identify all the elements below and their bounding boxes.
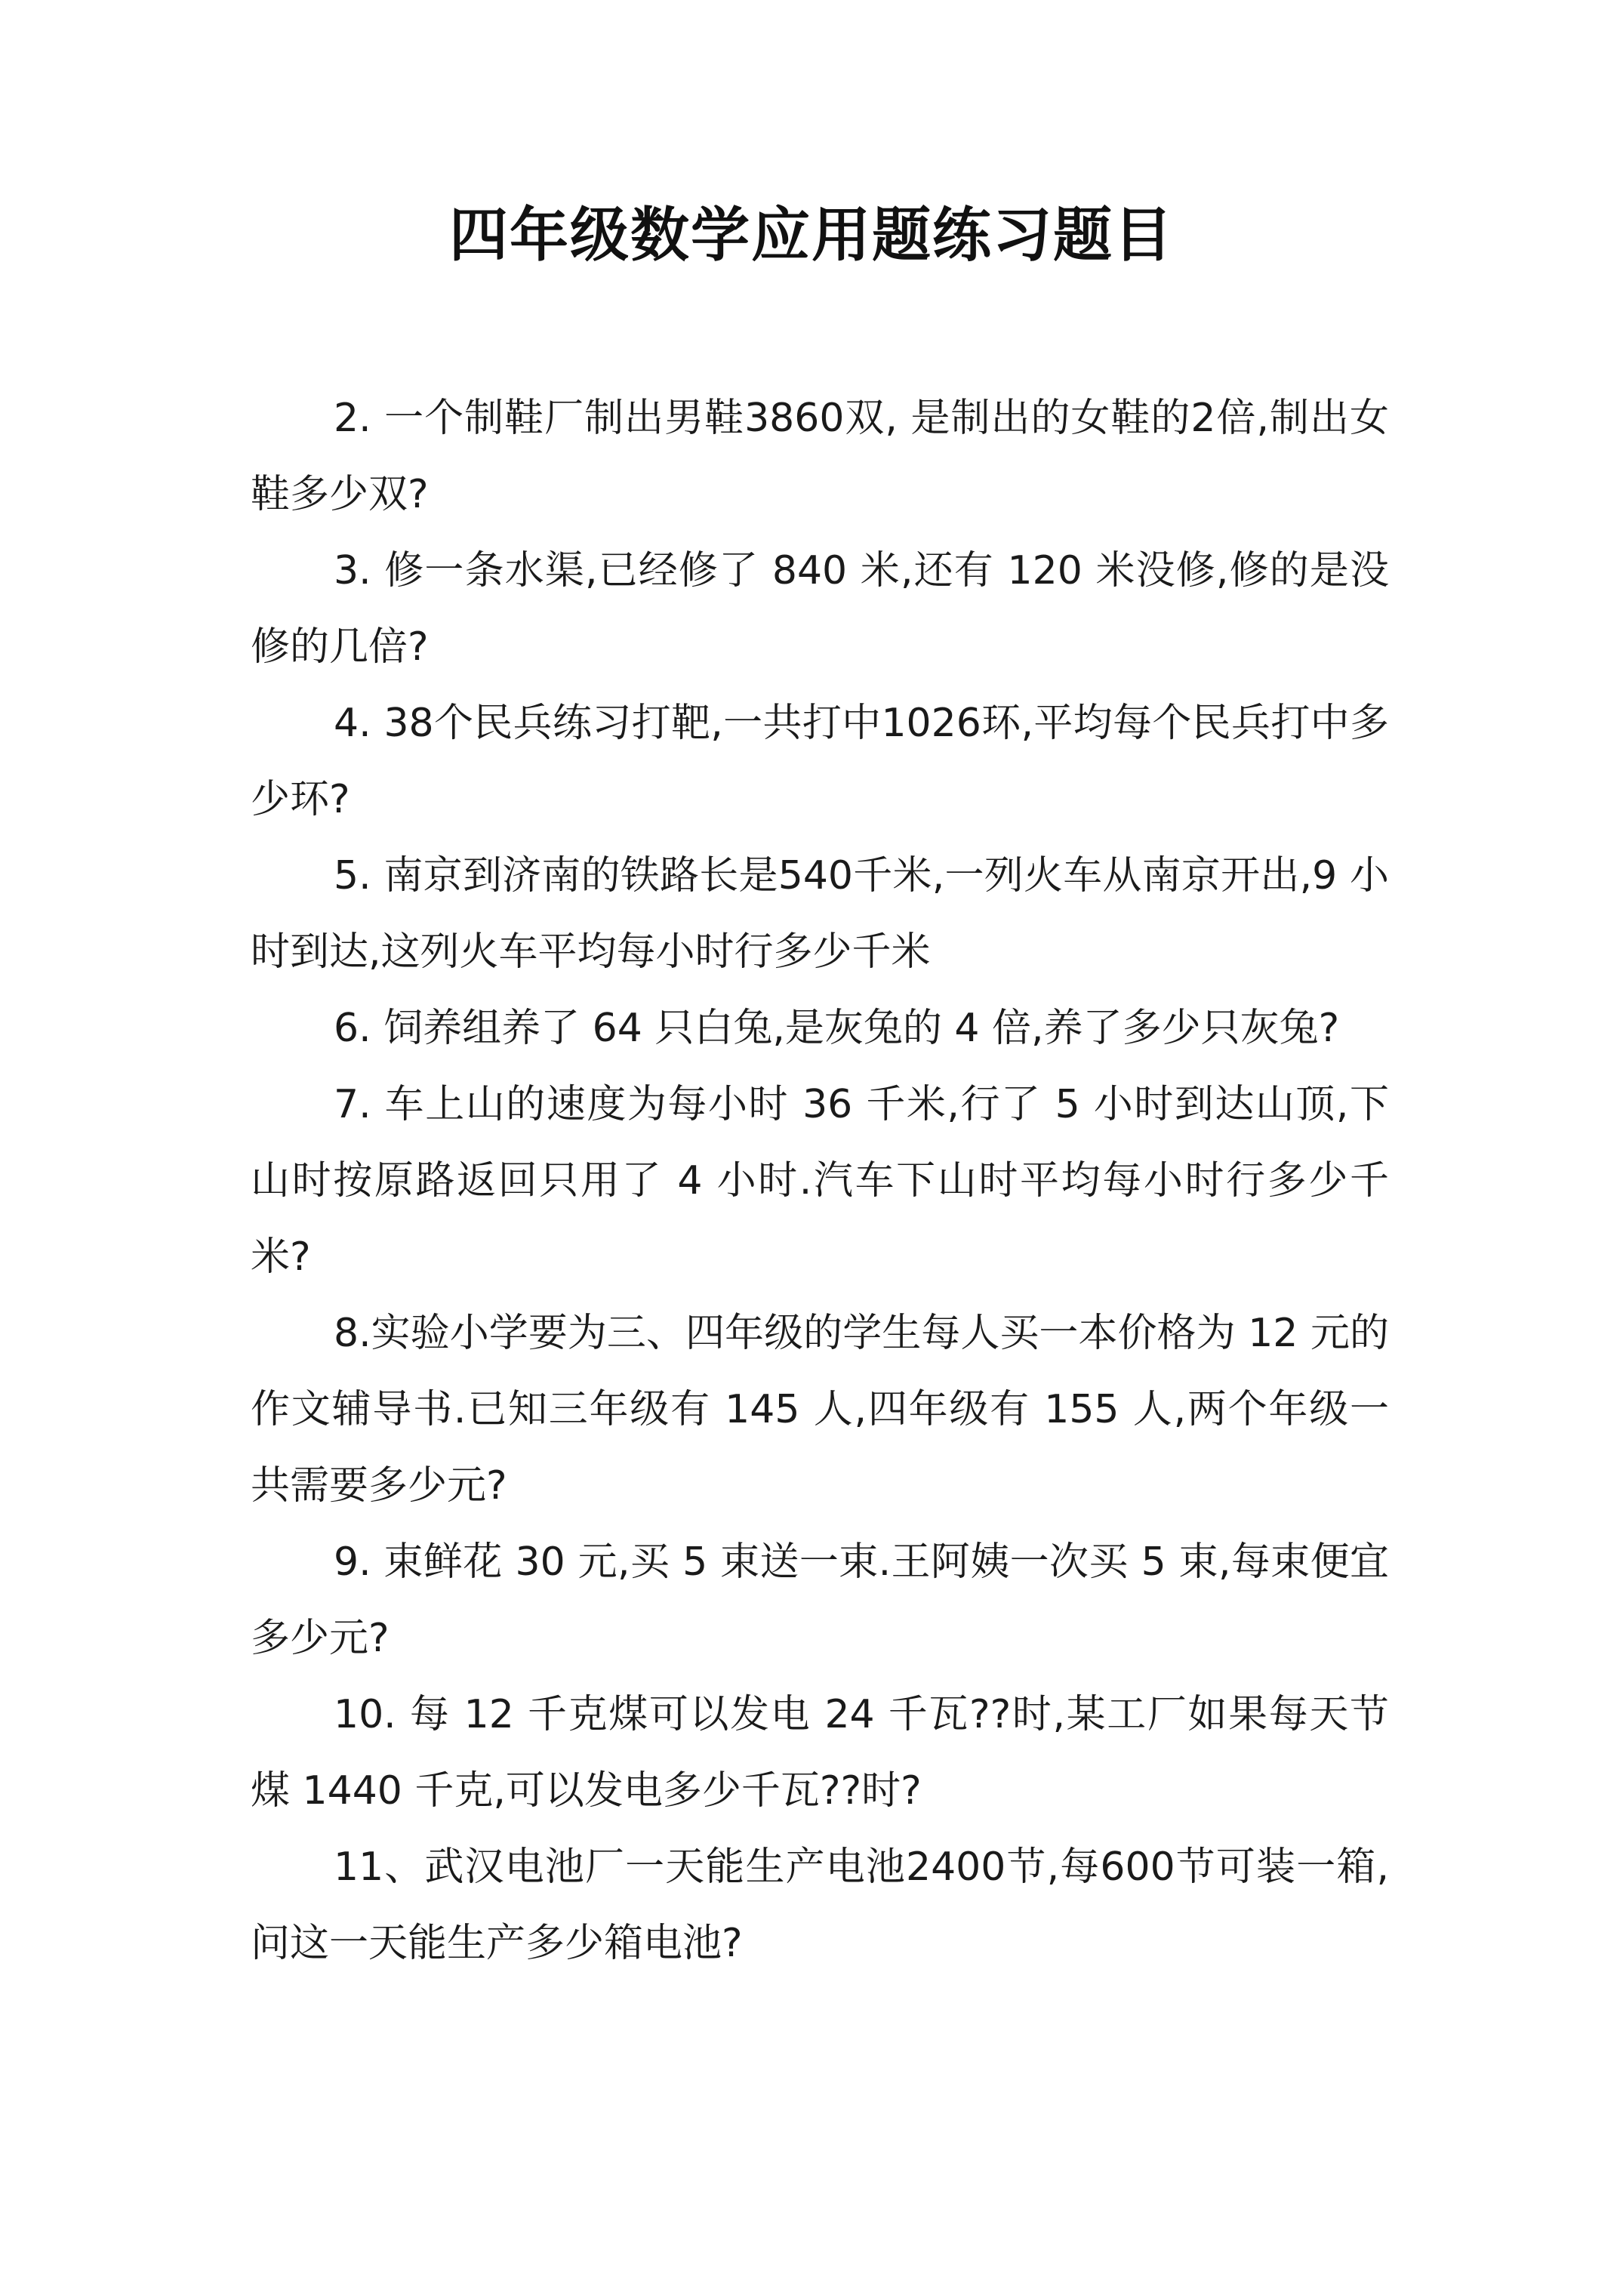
problem-2: 2. 一个制鞋厂制出男鞋3860双, 是制出的女鞋的2倍,制出女鞋多少双? [251, 396, 1389, 517]
page-title: 四年级数学应用题练习题目 [448, 201, 1174, 270]
problem-4: 4. 38个民兵练习打靶,一共打中1026环,平均每个民兵打中多少环? [251, 701, 1389, 822]
problem-list [251, 381, 1389, 1982]
problem-3: 3. 修一条水渠,已经修了 840 米,还有 120 米没修,修的是没修的几倍? [251, 548, 1389, 670]
problem-11: 11、武汉电池厂一天能生产电池2400节,每600节可装一箱,问这一天能生产多少箱电池? [251, 1845, 1389, 1966]
problem-5: 5. 南京到济南的铁路长是540千米,一列火车从南京开出,9 小时到达,这列火车平均每小时行多少千米 [251, 853, 1389, 975]
problem-10: 10. 每 12 千克煤可以发电 24 千瓦??时,某工厂如果每天节煤 1440 千克,可以发电多少千瓦??时? [251, 1692, 1389, 1814]
problem-7: 7. 车上山的速度为每小时 36 千米,行了 5 小时到达山顶,下山时按原路返回只用了 4 小时.汽车下山时平均每小时行多少千米? [251, 1082, 1389, 1280]
problem-9: 9. 束鲜花 30 元,买 5 束送一束.王阿姨一次买 5 束,每束便宜多少元? [251, 1539, 1389, 1661]
problem-6: 6. 饲养组养了 64 只白兔,是灰兔的 4 倍,养了多少只灰兔? [334, 1006, 1340, 1051]
problem-8: 8.实验小学要为三、四年级的学生每人买一本价格为 12 元的作文辅导书.已知三年级有 145 人,四年级有 155 人,两个年级一共需要多少元? [251, 1311, 1389, 1509]
